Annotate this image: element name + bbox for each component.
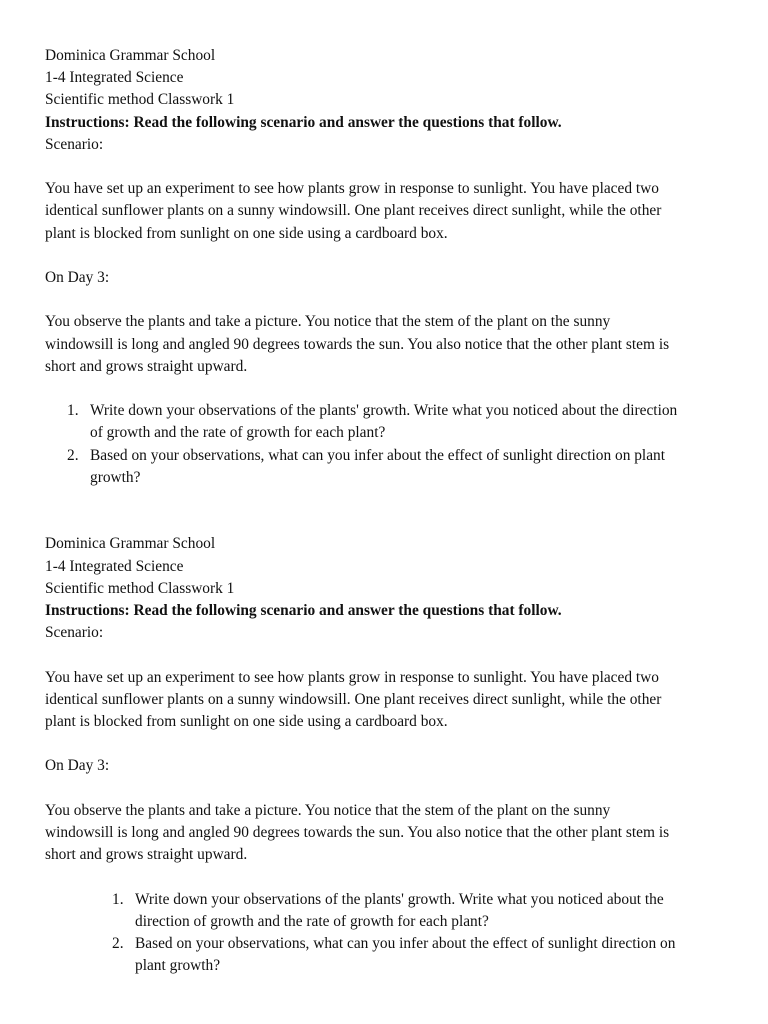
scenario-line: plant is blocked from sunlight on one side using a cardboard box.: [45, 224, 448, 242]
school-name: Dominica Grammar School: [45, 535, 216, 553]
question-item: [45, 933, 725, 977]
course-name: 1-4 Integrated Science: [45, 557, 184, 575]
scenario-line: identical sunflower plants on a sunny windowsill. One plant receives direct sunlight, while the other: [45, 690, 662, 708]
course-name: 1-4 Integrated Science: [45, 69, 184, 87]
question-item: [45, 889, 725, 933]
scenario-line: identical sunflower plants on a sunny windowsill. One plant receives direct sunlight, while the other: [45, 202, 662, 220]
observation-line: short and grows straight upward.: [45, 357, 248, 375]
question-number: 1.: [67, 402, 79, 420]
day-label: On Day 3:: [45, 269, 110, 286]
question-list: [45, 889, 725, 978]
scenario-line: plant is blocked from sunlight on one side using a cardboard box.: [45, 713, 448, 730]
observation-paragraph: [45, 800, 725, 867]
question-text: Based on your observations, what can you infer about the effect of sunlight direction on plant: [90, 446, 666, 464]
question-number: 2.: [67, 446, 79, 464]
worksheet-copy-1: [45, 45, 725, 489]
question-number: 2.: [112, 934, 124, 952]
question-text: Write down your observations of the plants' growth. Write what you noticed about the direction: [90, 402, 678, 420]
observation-line: windowsill is long and angled 90 degrees towards the sun. You also notice that the other plant stem is: [45, 335, 670, 353]
question-item: [45, 445, 725, 489]
scenario-paragraph: [45, 178, 725, 245]
observation-line: You observe the plants and take a picture. You notice that the stem of the plant on the sunny: [45, 801, 611, 819]
observation-line: You observe the plants and take a picture. You notice that the stem of the plant on the sunny: [45, 313, 611, 331]
question-text: Write down your observations of the plants' growth. Write what you noticed about the: [135, 890, 664, 908]
question-text: growth?: [90, 468, 141, 486]
question-text: plant growth?: [135, 957, 221, 975]
question-list: [45, 400, 725, 489]
observation-line: windowsill is long and angled 90 degrees towards the sun. You also notice that the other plant stem is: [45, 823, 670, 841]
scenario-paragraph: [45, 667, 725, 734]
instructions: Instructions: Read the following scenario and answer the questions that follow.: [45, 602, 562, 619]
school-name: Dominica Grammar School: [45, 47, 216, 64]
question-text: Based on your observations, what can you infer about the effect of sunlight direction on: [135, 934, 676, 952]
header-block: [45, 45, 725, 156]
worksheet-title: Scientific method Classwork 1: [45, 91, 235, 109]
scenario-line: You have set up an experiment to see how plants grow in response to sunlight. You have placed two: [45, 180, 659, 198]
scenario-line: You have set up an experiment to see how plants grow in response to sunlight. You have placed two: [45, 668, 659, 686]
observation-line: short and grows straight upward.: [45, 846, 248, 864]
scenario-label: Scenario:: [45, 624, 104, 642]
worksheet-title: Scientific method Classwork 1: [45, 579, 235, 597]
question-text: direction of growth and the rate of growth for each plant?: [135, 912, 489, 930]
scenario-label: Scenario:: [45, 135, 104, 153]
question-item: [45, 400, 725, 444]
observation-paragraph: [45, 311, 725, 378]
document-page: [45, 45, 725, 977]
question-number: 1.: [112, 890, 124, 908]
header-block: [45, 533, 725, 644]
day-label: On Day 3:: [45, 757, 110, 775]
question-text: of growth and the rate of growth for each plant?: [90, 424, 386, 442]
worksheet-copy-2: [45, 533, 725, 977]
instructions: Instructions: Read the following scenario and answer the questions that follow.: [45, 113, 562, 131]
